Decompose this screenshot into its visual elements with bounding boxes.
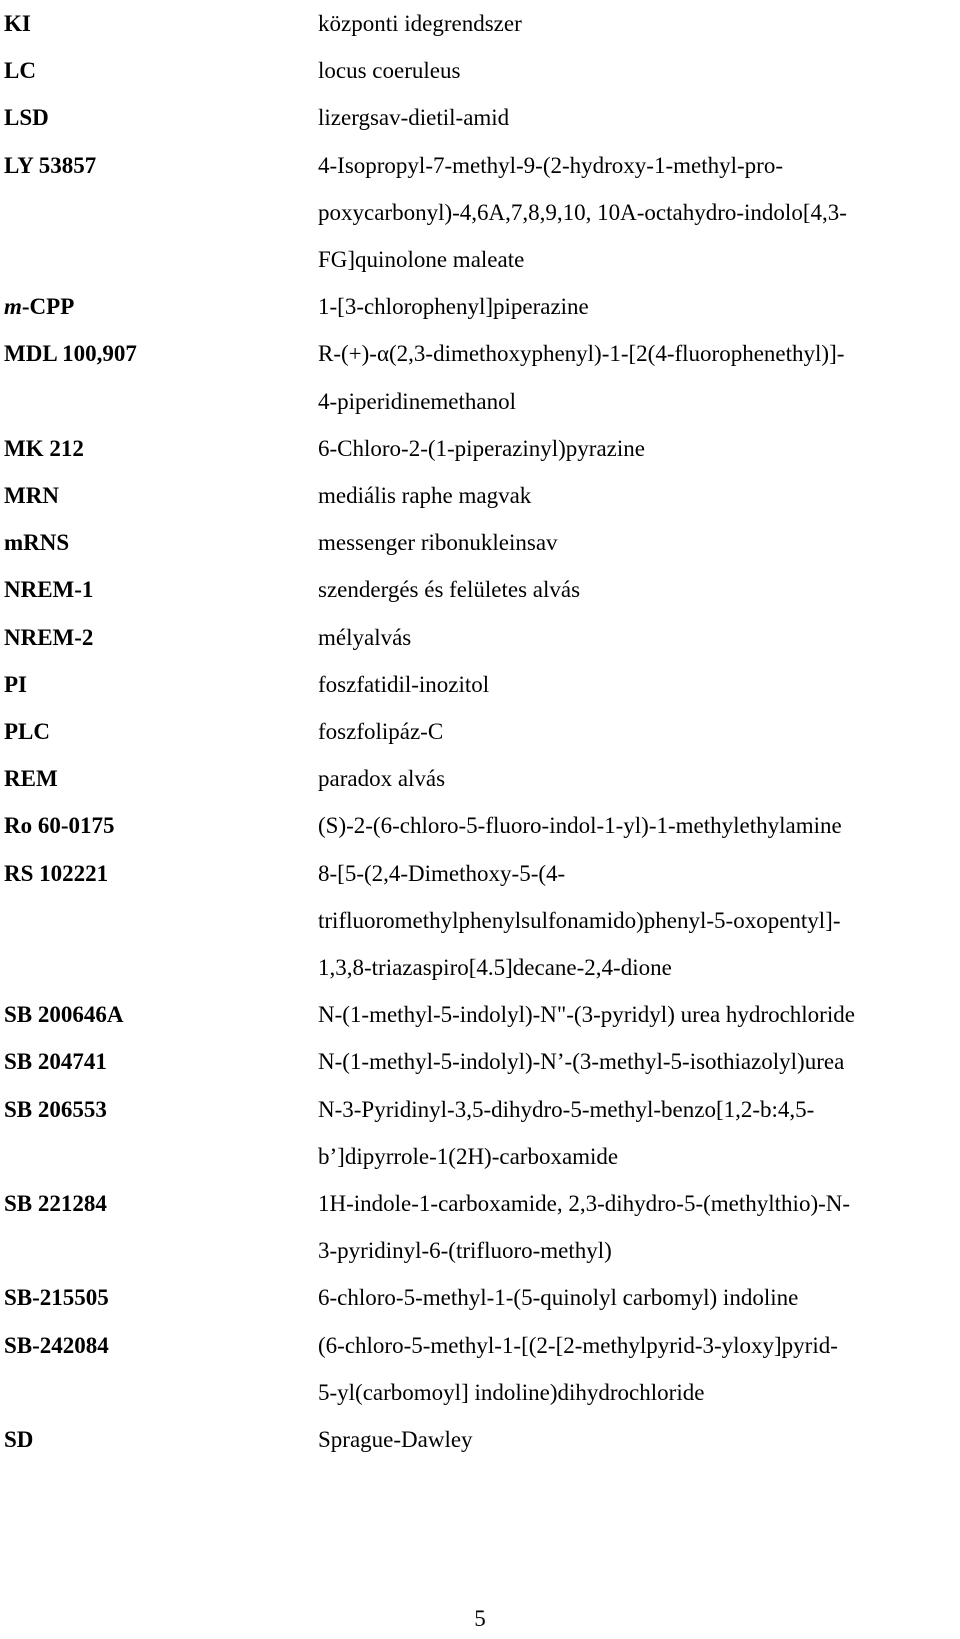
abbreviation-term-text: MRN (4, 483, 59, 509)
abbreviation-term-text: SB 221284 (4, 1191, 107, 1217)
abbreviation-definition (318, 472, 942, 519)
abbreviation-definition (318, 425, 942, 472)
abbreviation-term (0, 1086, 318, 1133)
abbreviation-term (0, 425, 318, 472)
abbreviation-term-text: SB 206553 (4, 1096, 107, 1122)
definition-line: mélyalvás (318, 624, 412, 650)
abbreviation-term-text: SB 200646A (4, 1002, 124, 1028)
abbreviation-definition (318, 566, 942, 613)
abbreviation-definition (318, 614, 942, 661)
definition-line: 3-pyridinyl-6-(trifluoro-methyl) (318, 1238, 612, 1264)
abbreviation-term (0, 330, 318, 377)
abbreviation-term-text: NREM-2 (4, 624, 94, 650)
abbreviation-entry (0, 1416, 960, 1463)
abbreviation-entry (0, 566, 960, 613)
abbreviation-entry (0, 850, 960, 992)
abbreviation-definition (318, 661, 942, 708)
abbreviation-term (0, 566, 318, 613)
abbreviation-term (0, 1274, 318, 1321)
abbreviation-term-text: LSD (4, 105, 49, 131)
abbreviation-term-text: SD (4, 1427, 34, 1453)
abbreviation-term (0, 519, 318, 566)
abbreviation-entry (0, 1038, 960, 1085)
definition-line: (6-chloro-5-methyl-1-[(2-[2-methylpyrid-3-yloxy]pyrid- (318, 1332, 838, 1358)
abbreviation-entry (0, 519, 960, 566)
abbreviation-entry (0, 614, 960, 661)
abbreviation-entry (0, 0, 960, 47)
abbreviation-term-text: PI (4, 671, 27, 697)
abbreviation-definition (318, 47, 942, 94)
abbreviation-definition (318, 1180, 942, 1274)
abbreviation-entry (0, 1180, 960, 1274)
definition-line: N-(1-methyl-5-indolyl)-N’-(3-methyl-5-isothiazolyl)urea (318, 1049, 845, 1075)
abbreviation-term-text: SB 204741 (4, 1049, 107, 1075)
definition-line: trifluoromethylphenylsulfonamido)phenyl-5-oxopentyl]- (318, 907, 841, 933)
abbreviation-entry (0, 330, 960, 424)
abbreviation-entry (0, 1274, 960, 1321)
abbreviation-term-text: REM (4, 766, 58, 792)
abbreviation-term (0, 1322, 318, 1369)
definition-line: 1H-indole-1-carboxamide, 2,3-dihydro-5-(methylthio)-N- (318, 1191, 851, 1217)
definition-line: R-(+)-α(2,3-dimethoxyphenyl)-1-[2(4-fluorophenethyl)]- (318, 341, 845, 367)
definition-line: foszfatidil-inozitol (318, 671, 490, 697)
definition-line: mediális raphe magvak (318, 483, 532, 509)
abbreviation-term-text: MK 212 (4, 435, 84, 461)
abbreviation-term (0, 614, 318, 661)
abbreviation-definition (318, 0, 942, 47)
abbreviation-term (0, 850, 318, 897)
definition-line: 1-[3-chlorophenyl]piperazine (318, 294, 589, 320)
abbreviation-definition (318, 802, 942, 849)
definition-line: Sprague-Dawley (318, 1427, 473, 1453)
definition-line: 6-chloro-5-methyl-1-(5-quinolyl carbomyl) indoline (318, 1285, 799, 1311)
definition-line: 4-Isopropyl-7-methyl-9-(2-hydroxy-1-methyl-pro- (318, 152, 783, 178)
abbreviation-definition (318, 283, 942, 330)
abbreviation-term-text: -CPP (21, 294, 75, 320)
abbreviation-term-text: SB-242084 (4, 1332, 109, 1358)
abbreviation-entry (0, 802, 960, 849)
abbreviation-definition (318, 755, 942, 802)
definition-line: foszfolipáz-C (318, 719, 444, 745)
definition-line: szendergés és felületes alvás (318, 577, 581, 603)
definition-line: N-3-Pyridinyl-3,5-dihydro-5-methyl-benzo[1,2-b:4,5- (318, 1096, 815, 1122)
abbreviation-entry (0, 661, 960, 708)
abbreviation-term (0, 142, 318, 189)
abbreviation-term (0, 472, 318, 519)
abbreviation-definition (318, 330, 942, 424)
abbreviation-term (0, 1038, 318, 1085)
abbreviation-entry (0, 472, 960, 519)
abbreviation-definition (318, 850, 942, 992)
abbreviation-entry (0, 708, 960, 755)
abbreviation-definition (318, 1274, 942, 1321)
definition-line: lizergsav-dietil-amid (318, 105, 510, 131)
definition-line: N-(1-methyl-5-indolyl)-N"-(3-pyridyl) urea hydrochloride (318, 1002, 855, 1028)
abbreviation-term (0, 802, 318, 849)
abbreviation-definition (318, 708, 942, 755)
abbreviation-term (0, 283, 318, 330)
definition-line: FG]quinolone maleate (318, 247, 525, 273)
abbreviation-term (0, 661, 318, 708)
abbreviation-term (0, 0, 318, 47)
abbreviation-term-text: mRNS (4, 530, 70, 556)
abbreviation-term (0, 47, 318, 94)
definition-line: (S)-2-(6-chloro-5-fluoro-indol-1-yl)-1-methylethylamine (318, 813, 842, 839)
definition-line: 6-Chloro-2-(1-piperazinyl)pyrazine (318, 435, 645, 461)
abbreviation-term-text: MDL 100,907 (4, 341, 137, 367)
abbreviation-definition (318, 1038, 942, 1085)
abbreviation-definition (318, 519, 942, 566)
abbreviation-term-text: PLC (4, 719, 50, 745)
abbreviation-term (0, 1180, 318, 1227)
abbreviation-definition (318, 142, 942, 284)
abbreviation-entry (0, 283, 960, 330)
abbreviation-entry (0, 1086, 960, 1180)
definition-line: 1,3,8-triazaspiro[4.5]decane-2,4-dione (318, 955, 672, 981)
abbreviation-term (0, 708, 318, 755)
definition-line: 4-piperidinemethanol (318, 388, 516, 414)
abbreviation-entry (0, 142, 960, 284)
abbreviation-definition (318, 1322, 942, 1416)
abbreviation-term-text: SB-215505 (4, 1285, 109, 1311)
abbreviation-term-text: KI (4, 11, 31, 36)
definition-line: 5-yl(carbomoyl] indoline)dihydrochloride (318, 1379, 705, 1405)
abbreviation-entry (0, 47, 960, 94)
definition-line: 8-[5-(2,4-Dimethoxy-5-(4- (318, 860, 566, 886)
abbreviation-term (0, 94, 318, 141)
abbreviation-term-text: LY 53857 (4, 152, 97, 178)
abbreviation-entry (0, 755, 960, 802)
abbreviation-term-text: Ro 60-0175 (4, 813, 115, 839)
definition-line: poxycarbonyl)-4,6A,7,8,9,10, 10A-octahydro-indolo[4,3- (318, 199, 847, 225)
definition-line: központi idegrendszer (318, 11, 522, 36)
page-number: 5 (474, 1606, 486, 1631)
definition-line: locus coeruleus (318, 58, 461, 84)
abbreviation-term-text: LC (4, 58, 36, 84)
abbreviation-term-text: NREM-1 (4, 577, 94, 603)
abbreviation-entry (0, 991, 960, 1038)
abbreviation-term-text: RS 102221 (4, 860, 109, 886)
definition-line: b’]dipyrrole-1(2H)-carboxamide (318, 1143, 619, 1169)
abbreviation-term (0, 755, 318, 802)
definition-line: messenger ribonukleinsav (318, 530, 558, 556)
abbreviation-term (0, 1416, 318, 1463)
abbreviation-entry (0, 94, 960, 141)
definition-line: paradox alvás (318, 766, 446, 792)
abbreviation-definition (318, 94, 942, 141)
abbreviation-term (0, 991, 318, 1038)
abbreviation-entry (0, 425, 960, 472)
abbreviation-definition (318, 1416, 942, 1463)
abbreviation-term-prefix: m (4, 294, 22, 320)
abbreviation-entry (0, 1322, 960, 1416)
abbreviation-definition (318, 991, 942, 1038)
abbreviation-definition (318, 1086, 942, 1180)
